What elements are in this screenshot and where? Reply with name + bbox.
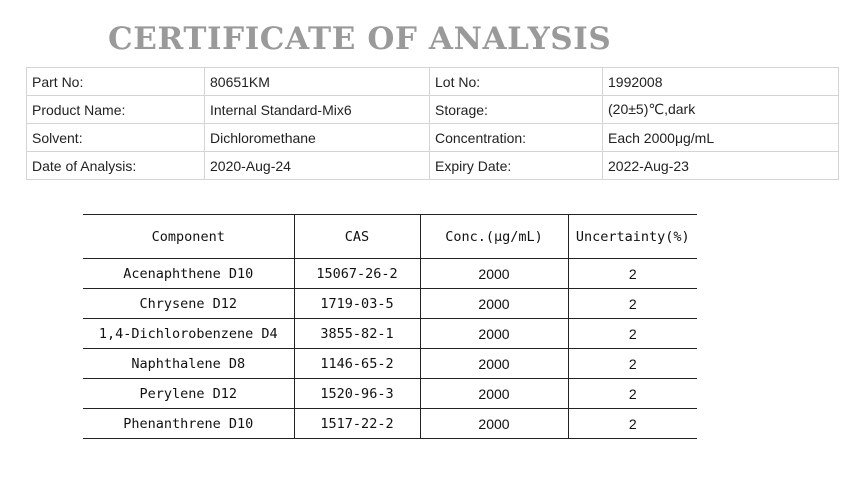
component-name: Perylene D12 xyxy=(83,379,294,409)
info-value: Each 2000μg/mL xyxy=(603,124,839,152)
component-name: Phenanthrene D10 xyxy=(83,409,294,439)
component-name: Naphthalene D8 xyxy=(83,349,294,379)
info-label: Solvent: xyxy=(27,124,205,152)
cas-number: 1517-22-2 xyxy=(294,409,420,439)
table-row xyxy=(83,259,697,289)
info-value: 2022-Aug-23 xyxy=(603,152,839,180)
table-row xyxy=(83,379,697,409)
info-value: 80651KM xyxy=(205,68,430,96)
page-title: CERTIFICATE OF ANALYSIS xyxy=(108,21,612,57)
info-label: Date of Analysis: xyxy=(27,152,205,180)
table-row xyxy=(83,319,697,349)
table-row xyxy=(83,349,697,379)
table-row xyxy=(27,68,839,96)
info-label: Product Name: xyxy=(27,96,205,124)
table-row xyxy=(83,289,697,319)
component-name: Acenaphthene D10 xyxy=(83,259,294,289)
product-info-table xyxy=(26,67,839,180)
table-row xyxy=(27,152,839,180)
table-header-row xyxy=(83,215,697,259)
uncertainty-value: 2 xyxy=(568,379,697,409)
uncertainty-value: 2 xyxy=(568,289,697,319)
component-name: Chrysene D12 xyxy=(83,289,294,319)
column-header-conc: Conc.(μg/mL) xyxy=(420,215,568,259)
uncertainty-value: 2 xyxy=(568,259,697,289)
cas-number: 1719-03-5 xyxy=(294,289,420,319)
cas-number: 1520-96-3 xyxy=(294,379,420,409)
concentration-value: 2000 xyxy=(420,289,568,319)
concentration-value: 2000 xyxy=(420,259,568,289)
info-label: Lot No: xyxy=(430,68,603,96)
cas-number: 1146-65-2 xyxy=(294,349,420,379)
column-header-uncertainty: Uncertainty(%) xyxy=(568,215,697,259)
concentration-value: 2000 xyxy=(420,379,568,409)
uncertainty-value: 2 xyxy=(568,349,697,379)
cas-number: 15067-26-2 xyxy=(294,259,420,289)
info-label: Part No: xyxy=(27,68,205,96)
info-value: Dichloromethane xyxy=(205,124,430,152)
uncertainty-value: 2 xyxy=(568,319,697,349)
component-name: 1,4-Dichlorobenzene D4 xyxy=(83,319,294,349)
column-header-component: Component xyxy=(83,215,294,259)
table-row xyxy=(27,124,839,152)
table-row xyxy=(83,409,697,439)
uncertainty-value: 2 xyxy=(568,409,697,439)
table-row xyxy=(27,96,839,124)
info-value: Internal Standard-Mix6 xyxy=(205,96,430,124)
concentration-value: 2000 xyxy=(420,409,568,439)
info-label: Concentration: xyxy=(430,124,603,152)
concentration-value: 2000 xyxy=(420,319,568,349)
concentration-value: 2000 xyxy=(420,349,568,379)
info-value: 2020-Aug-24 xyxy=(205,152,430,180)
info-label: Expiry Date: xyxy=(430,152,603,180)
column-header-cas: CAS xyxy=(294,215,420,259)
info-value: (20±5)℃,dark xyxy=(603,96,839,124)
cas-number: 3855-82-1 xyxy=(294,319,420,349)
component-table xyxy=(83,214,697,439)
info-label: Storage: xyxy=(430,96,603,124)
info-value: 1992008 xyxy=(603,68,839,96)
